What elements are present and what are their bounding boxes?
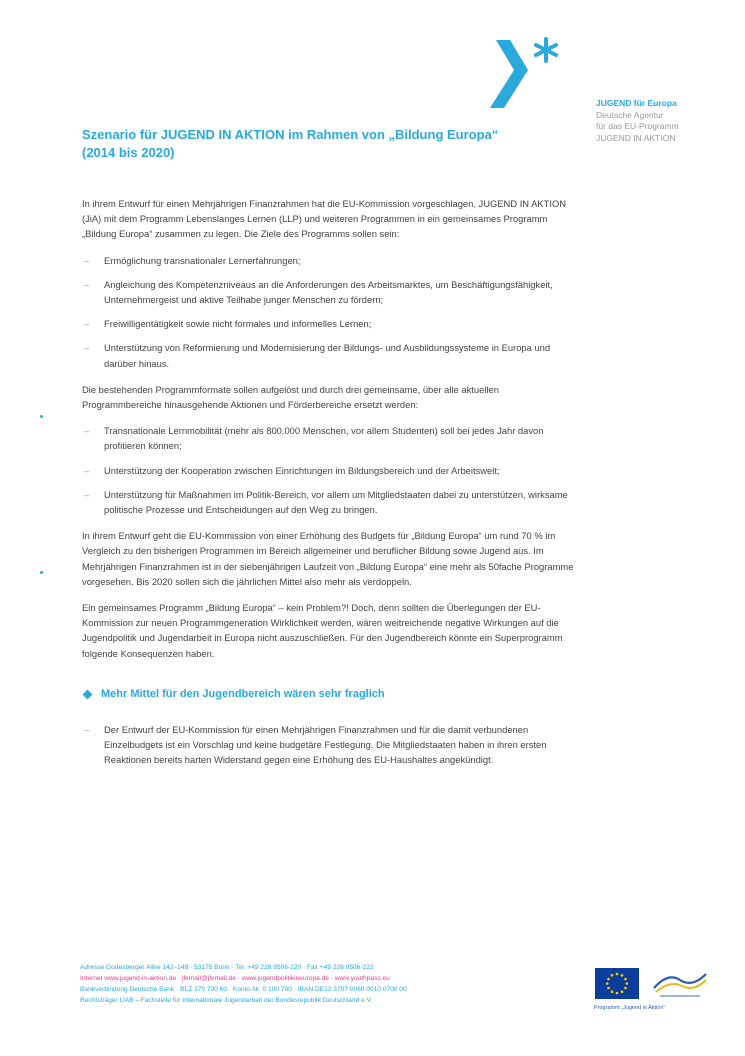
org-line-3: für das EU-Programm: [596, 121, 679, 131]
title-line-1: Szenario für JUGEND IN AKTION im Rahmen von „Bildung Europa“: [82, 127, 499, 142]
footer-legal: Rechtsträger IJAB – Fachstelle für Internationale Jugendarbeit der Bundesrepublik Deutschland e.V.: [80, 997, 373, 1004]
org-line-1: JUGEND für Europa: [596, 98, 677, 108]
footer-bank: Bankverbindung Deutsche Bank · BLZ 370 700 60 · Konto-Nr. 0 100 700 · IBAN DE12 3707 0060 0010 0700 00: [80, 986, 407, 993]
title-line-2: (2014 bis 2020): [82, 145, 175, 160]
footer-address: Adresse Godesberger Allee 142–148 · 53175 Bonn · Tel. +49 228 9506-220 · Fax +49 228 9506-222: [80, 964, 374, 971]
margin-marker: [40, 415, 43, 418]
program-label: Programm „Jugend in Aktion“: [594, 1005, 666, 1011]
document-title: [82, 126, 582, 162]
action-item: – Unterstützung der Kooperation zwischen Einrichtungen im Bildungsbereich und der Arbeitswelt;: [82, 463, 578, 478]
goal-item: – Ermöglichung transnationaler Lernerfahrungen;: [82, 253, 578, 268]
action-item: – Unterstützung für Maßnahmen im Politik-Bereich, vor allem um Mitgliedstaaten dabei zu unterstützen, wirksame politische Prozesse und Entscheidungen auf den Weg zu bringen.: [82, 487, 578, 517]
consequences-paragraph: Ein gemeinsames Programm „Bildung Europa“ – kein Problem?! Doch, denn sollten die Überlegungen der EU-Kommission zur neuen Programmgeneration Wirklichkeit werden, wären weitreichende negative Wirkungen auf die Jugendpolitik und Jugendarbeit in Europa nicht auszuschließen. Für den Jugendbereich könnte ein Superprogramm folgende Konsequenzen haben.: [82, 602, 563, 659]
jugend-fuer-europa-logo: [488, 36, 568, 116]
youth-in-action-logo: [650, 966, 710, 1002]
page-footer: [80, 962, 580, 1006]
section-heading-text: Mehr Mittel für den Jugendbereich wären sehr fraglich: [101, 687, 385, 700]
document-body: [82, 196, 578, 779]
intro-paragraph: In ihrem Entwurf für einen Mehrjährigen Finanzrahmen hat die EU-Kommission vorgeschlagen, JUGEND IN AKTION (JiA) mit dem Programm Lebenslanges Lernen (LLP) und weiteren Programmen in ein gemeinsames Programm „Bildung Europa“ zusammen zu legen. Die Ziele des Programms sollen sein:: [82, 198, 567, 240]
actions-intro-paragraph: Die bestehenden Programmformate sollen aufgelöst und durch drei gemeinsame, über alle aktuellen Programmbereiche hinausgehende Aktionen und Förderbereiche ersetzt werden:: [82, 383, 499, 411]
margin-marker: [40, 571, 43, 574]
org-name-block: [596, 98, 736, 144]
diamond-bullet-icon: [83, 690, 93, 700]
goals-list: [82, 253, 578, 371]
footer-internet: Internet www.jugend-in-aktion.de · jfemail@jfemail.de · www.jugendpolitikineuropa.de · www.youthpass.eu: [80, 975, 390, 982]
goal-item: – Unterstützung von Reformierung und Modernisierung der Bildungs- und Ausbildungssysteme in Europa und darüber hinaus.: [82, 340, 578, 370]
org-line-4: JUGEND IN AKTION: [596, 132, 676, 143]
org-line-2: Deutsche Agentur: [596, 109, 664, 120]
budget-paragraph: In ihrem Entwurf geht die EU-Kommission von einer Erhöhung des Budgets für „Bildung Europa“ um rund 70 % im Vergleich zu den bisherigen Programmen im Bereich allgemeiner und beruflicher Bildung sowie Jugend aus. Im Mehrjährigen Finanzrahmen ist in der siebenjährigen Laufzeit von „Bildung Europa“ eine mehr als 50fache Programme vorgesehen. Bis 2020 sollen sich die jährlichen Mittel also mehr als verdoppeln.: [82, 530, 574, 587]
goal-item: – Angleichung des Kompetenzniveaus an die Anforderungen des Arbeitsmarktes, um Beschäftigungsfähigkeit, Unternehmergeist und aktive Teilhabe junger Menschen zu fördern;: [82, 277, 578, 307]
section-list: [82, 722, 578, 768]
goal-item: – Freiwilligentätigkeit sowie nicht formales und informelles Lernen;: [82, 316, 578, 331]
action-item: – Transnationale Lernmobilität (mehr als 800.000 Menschen, vor allem Studenten) soll bei jedes Jahr davon profitieren können;: [82, 423, 578, 453]
actions-list: [82, 423, 578, 517]
section-heading: [82, 687, 578, 702]
section-item: – Der Entwurf der EU-Kommission für einen Mehrjährigen Finanzrahmen und für die damit verbundenen Einzelbudgets ist ein Vorschlag und keine budgetäre Festlegung. Die Mitgliedstaaten haben in ihren ersten Reaktionen bereits harten Widerstand gegen eine Erhöhung des EU-Haushaltes angekündigt.: [82, 722, 578, 768]
eu-flag-icon: [595, 968, 639, 999]
